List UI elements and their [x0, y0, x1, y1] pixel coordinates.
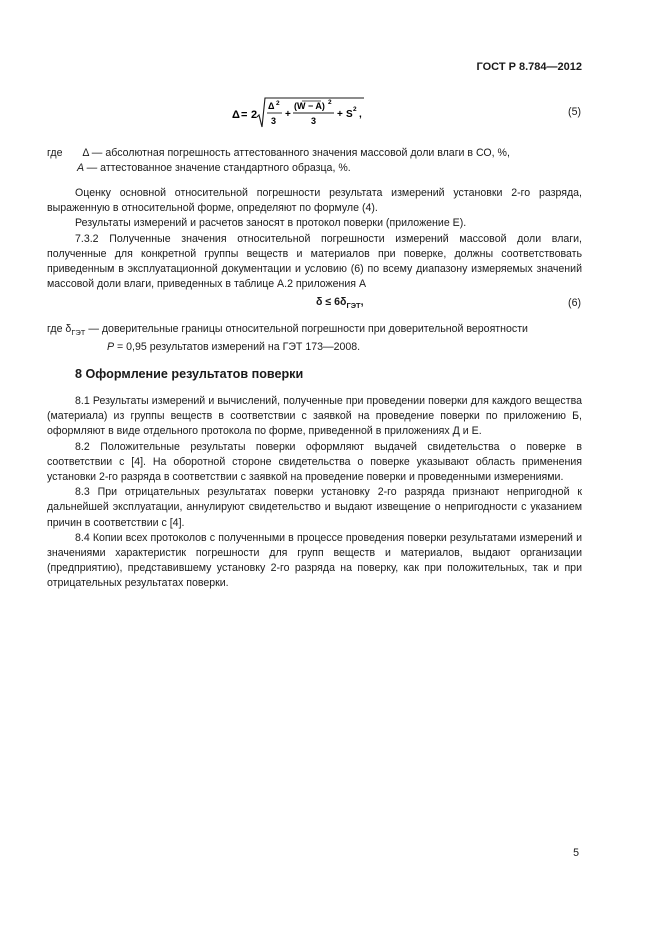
formula-5-number: (5): [568, 106, 581, 118]
where-symbol-delta-get: δ: [65, 323, 72, 335]
formula-5-expression: [232, 96, 372, 132]
formula-5-num2: (W − A): [294, 101, 325, 111]
formula-6: [0, 295, 661, 311]
formula-5-delta: Δ: [232, 109, 240, 121]
paragraph-8-2: 8.2 Положительные результаты поверки оформляют выдачей свидетельства о поверке в соответствии с [4]. На оборотной стороне свидетельства о поверке указывают область применения установки 2-го разряда в соответствии с заявкой на проведение поверки и проведенными измерениями.: [47, 440, 582, 484]
paragraph-group-7: [47, 186, 582, 292]
formula-6-subscript: ГЭТ: [346, 301, 361, 310]
where-text-probability: = 0,95 результатов измерений на ГЭТ 173—2008.: [117, 341, 361, 354]
formula-5-comma: ,: [359, 109, 362, 120]
formula-6-main: δ ≤ 6δ: [316, 296, 347, 308]
page-number: 5: [573, 847, 579, 859]
where-block-2: [47, 322, 582, 355]
formula-5-num2-exp: 2: [328, 99, 332, 106]
where-row-probability: [47, 340, 582, 355]
where-symbol-p: P: [107, 341, 115, 354]
where-word-2: где: [47, 323, 63, 335]
formula-5-den1: 3: [271, 116, 277, 126]
where-symbol-a: A —: [77, 162, 98, 175]
where-row-delta-get: [47, 322, 582, 340]
where-block-1: [47, 146, 582, 176]
formula-5-plus-2: +: [337, 109, 343, 120]
paragraph-protocol-record: Результаты измерений и расчетов заносят в протокол поверки (приложение Е).: [75, 217, 467, 230]
formula-5-s-exp: 2: [353, 106, 357, 113]
formula-5-num1: Δ: [268, 101, 275, 111]
paragraph-8-3: 8.3 При отрицательных результатах поверки установку 2-го разряда признают непригодной к дальнейшей эксплуатации, аннулируют свидетельство и выдают извещение о непригодности с указанием причин в соответствии с [4].: [47, 486, 582, 529]
paragraph-formula-4-ref: Оценку основной относительной погрешности результата измерений установки 2-го разряда, выраженную в относительной форме, определяют по формуле (4).: [47, 187, 582, 215]
where-word: где: [47, 147, 63, 159]
paragraph-7-3-2: 7.3.2 Полученные значения относительной погрешности измерений массовой доли влаги, полученные для конкретной группы веществ и материалов при поверке, должны соответствовать приведенным в эксплуатационной документации и условию (6) по всему диапазону измеряемых значений массовой доли влаги, приведенных в таблице А.2 приложения А: [47, 232, 582, 291]
where-row-a: [47, 161, 582, 176]
formula-5-plus-1: +: [285, 109, 291, 120]
section-8-title: 8 Оформление результатов поверки: [75, 367, 304, 381]
section-8-body: [47, 394, 582, 592]
where-text-delta-get-a: — доверительные границы относительной погрешности при доверительной вероятности: [88, 323, 528, 335]
formula-5-num1-exp: 2: [276, 100, 280, 107]
formula-5-den2: 3: [311, 116, 317, 126]
where-symbol-delta-get-sub: ГЭТ: [71, 328, 86, 337]
formula-5-equals: =: [241, 109, 248, 121]
where-text-a: аттестованное значение стандартного образца, %.: [100, 162, 351, 175]
where-text-delta: абсолютная погрешность аттестованного значения массовой доли влаги в СО, %,: [105, 147, 510, 159]
document-code-header: ГОСТ Р 8.784—2012: [476, 61, 582, 73]
formula-5-coef: 2: [251, 109, 258, 121]
formula-6-expression: [316, 295, 364, 313]
where-row-delta: [47, 146, 582, 161]
formula-6-comma: ,: [360, 296, 364, 308]
formula-5-s: S: [346, 109, 353, 120]
formula-6-number: (6): [568, 297, 581, 309]
where-symbol-delta: Δ —: [82, 147, 103, 159]
paragraph-8-1: 8.1 Результаты измерений и вычислений, полученные при проведении поверки для каждого вещества (материала) из группы веществ в соответствии с заявкой на проведение поверки по приложению Б, оформляют в виде отдельного протокола по форме, приведенной в приложениях Д и Е.: [47, 395, 582, 438]
formula-5: [0, 96, 661, 132]
paragraph-8-4: 8.4 Копии всех протоколов с полученными в процессе проведения поверки результатами измерений и значениями характеристик погрешности для групп веществ и материалов, выдают организации (предприятию), представившему установку 2-го разряда на поверку, как при положительных, так и при отрицательных результатах поверки.: [47, 531, 582, 590]
